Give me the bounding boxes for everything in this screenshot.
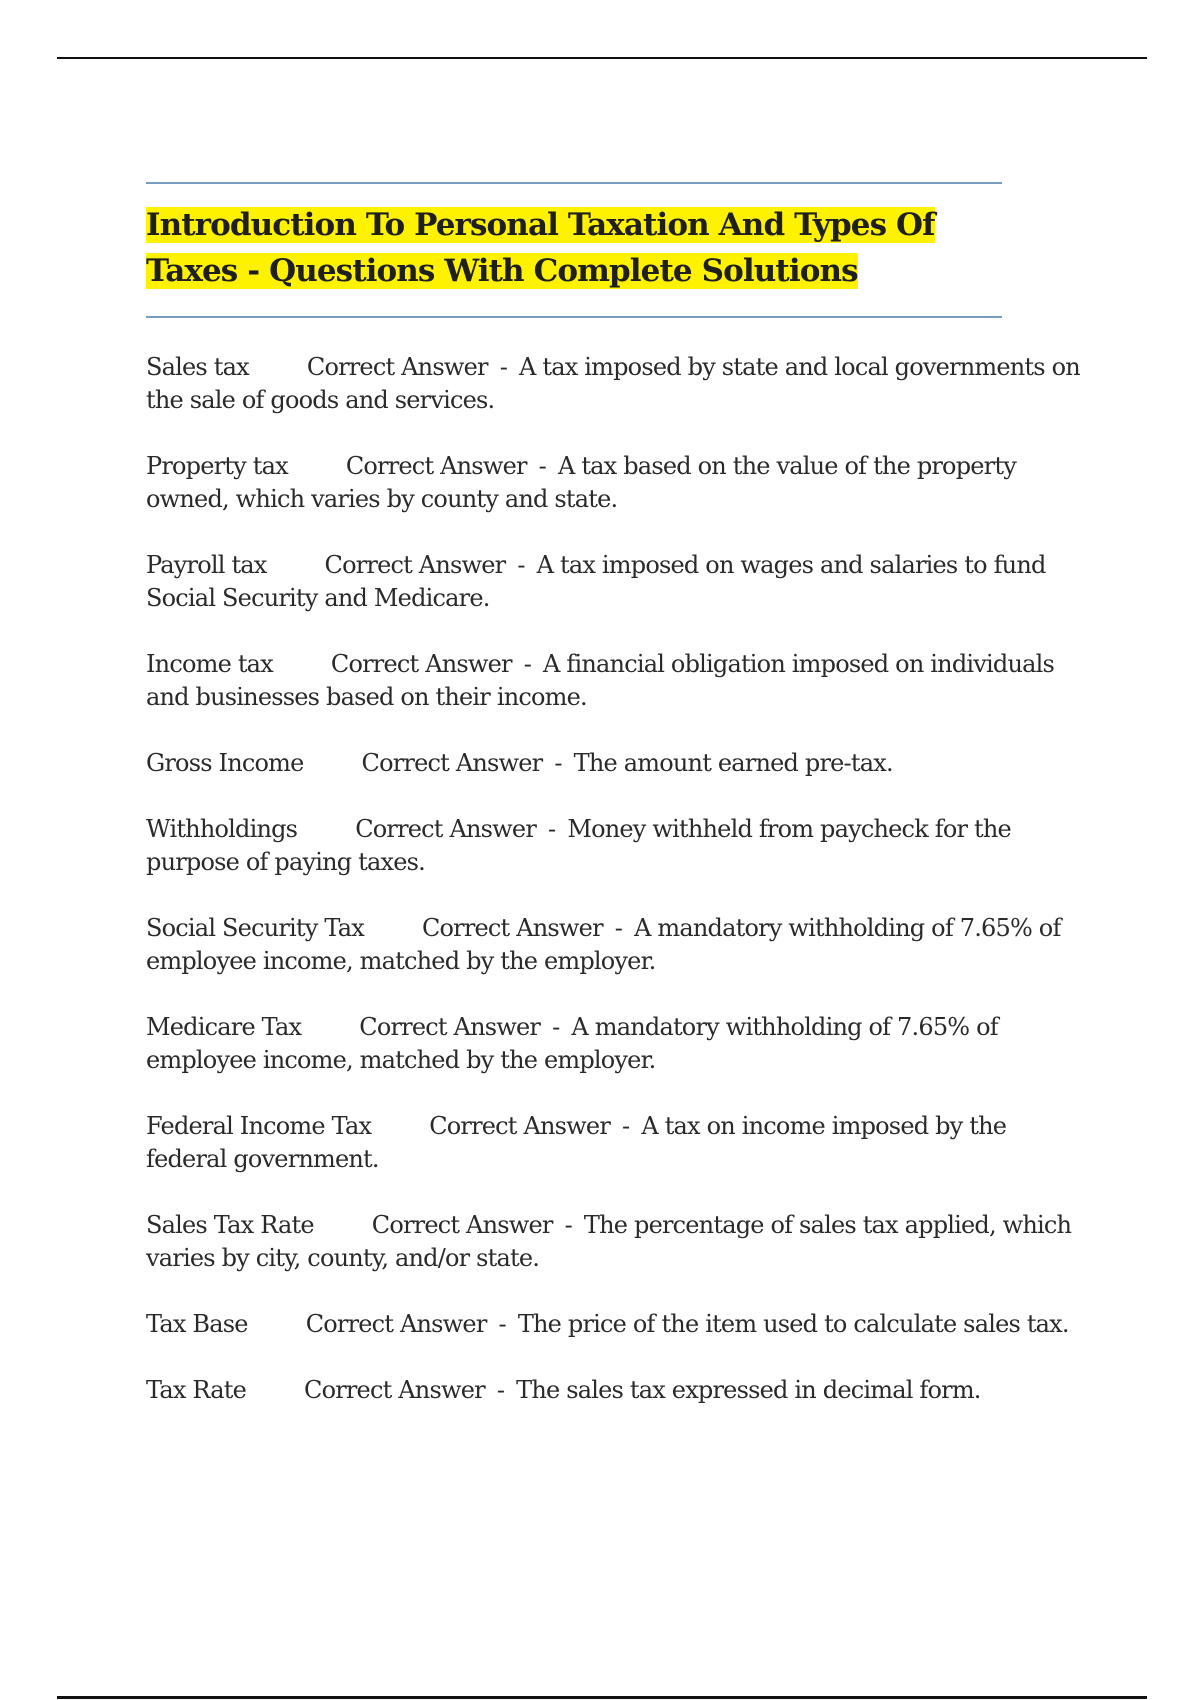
separator: -: [538, 452, 546, 480]
qa-answer: The price of the item used to calculate sales tax.: [517, 1310, 1069, 1338]
qa-answer: A mandatory withholding of 7.65% of employee income, matched by the employer.: [146, 1013, 998, 1074]
answer-label: Correct Answer: [306, 353, 488, 381]
qa-answer: A financial obligation imposed on individuals and businesses based on their income.: [146, 650, 1055, 711]
answer-label: Correct Answer: [359, 1013, 541, 1041]
separator: -: [552, 1013, 560, 1041]
qa-item: [146, 747, 1086, 780]
page-top-rule: [57, 57, 1147, 59]
qa-answer: A tax on income imposed by the federal government.: [146, 1112, 1007, 1173]
separator: -: [622, 1112, 630, 1140]
qa-item: [146, 1308, 1086, 1341]
title-line-1: Introduction To Personal Taxation And Types Of: [146, 207, 935, 243]
separator: -: [517, 551, 525, 579]
answer-label: Correct Answer: [345, 452, 527, 480]
answer-label: Correct Answer: [304, 1376, 485, 1404]
qa-item: [146, 1209, 1086, 1275]
answer-label: Correct Answer: [361, 749, 543, 777]
qa-item: [146, 648, 1086, 714]
qa-answer: Money withheld from paycheck for the purpose of paying taxes.: [146, 815, 1011, 876]
qa-item: [146, 1011, 1086, 1077]
separator: -: [523, 650, 532, 678]
qa-term: Tax Base: [146, 1310, 248, 1338]
qa-answer: The percentage of sales tax applied, which varies by city, county, and/or state.: [146, 1211, 1072, 1272]
answer-label: Correct Answer: [324, 551, 506, 579]
title-bottom-rule: [146, 316, 1002, 318]
qa-item: [146, 912, 1086, 978]
qa-item: [146, 351, 1086, 417]
separator: -: [496, 1376, 505, 1404]
qa-term: Withholdings: [146, 815, 298, 843]
qa-item: [146, 813, 1086, 879]
qa-list: [146, 351, 1086, 1440]
separator: -: [564, 1211, 572, 1239]
qa-term: Sales Tax Rate: [146, 1211, 314, 1239]
qa-item: [146, 1374, 1086, 1407]
separator: -: [498, 1310, 506, 1338]
separator: -: [499, 353, 507, 381]
qa-answer: A mandatory withholding of 7.65% of employee income, matched by the employer.: [146, 914, 1061, 975]
title-top-rule: [146, 182, 1002, 184]
qa-answer: The sales tax expressed in decimal form.: [516, 1376, 981, 1404]
answer-label: Correct Answer: [429, 1112, 611, 1140]
qa-term: Gross Income: [146, 749, 304, 777]
qa-item: [146, 1110, 1086, 1176]
answer-label: Correct Answer: [421, 914, 603, 942]
qa-term: Income tax: [146, 650, 273, 678]
qa-answer: The amount earned pre-tax.: [573, 749, 893, 777]
qa-term: Medicare Tax: [146, 1013, 302, 1041]
qa-item: [146, 549, 1086, 615]
qa-item: [146, 450, 1086, 516]
qa-answer: A tax imposed by state and local governments on the sale of goods and services.: [146, 353, 1080, 414]
qa-term: Federal Income Tax: [146, 1112, 372, 1140]
separator: -: [554, 749, 562, 777]
separator: -: [548, 815, 556, 843]
separator: -: [614, 914, 623, 942]
answer-label: Correct Answer: [330, 650, 512, 678]
qa-answer: A tax imposed on wages and salaries to fund Social Security and Medicare.: [146, 551, 1046, 612]
answer-label: Correct Answer: [305, 1310, 487, 1338]
qa-term: Sales tax: [146, 353, 249, 381]
title-block: [146, 182, 1002, 318]
qa-term: Social Security Tax: [146, 914, 364, 942]
qa-term: Payroll tax: [146, 551, 267, 579]
qa-term: Property tax: [146, 452, 288, 480]
title-line-2: Taxes - Questions With Complete Solutions: [146, 253, 858, 289]
answer-label: Correct Answer: [371, 1211, 553, 1239]
qa-term: Tax Rate: [146, 1376, 246, 1404]
page-bottom-rule: [57, 1696, 1147, 1699]
qa-answer: A tax based on the value of the property owned, which varies by county and state.: [146, 452, 1016, 513]
document-title: [146, 202, 1002, 294]
answer-label: Correct Answer: [355, 815, 536, 843]
